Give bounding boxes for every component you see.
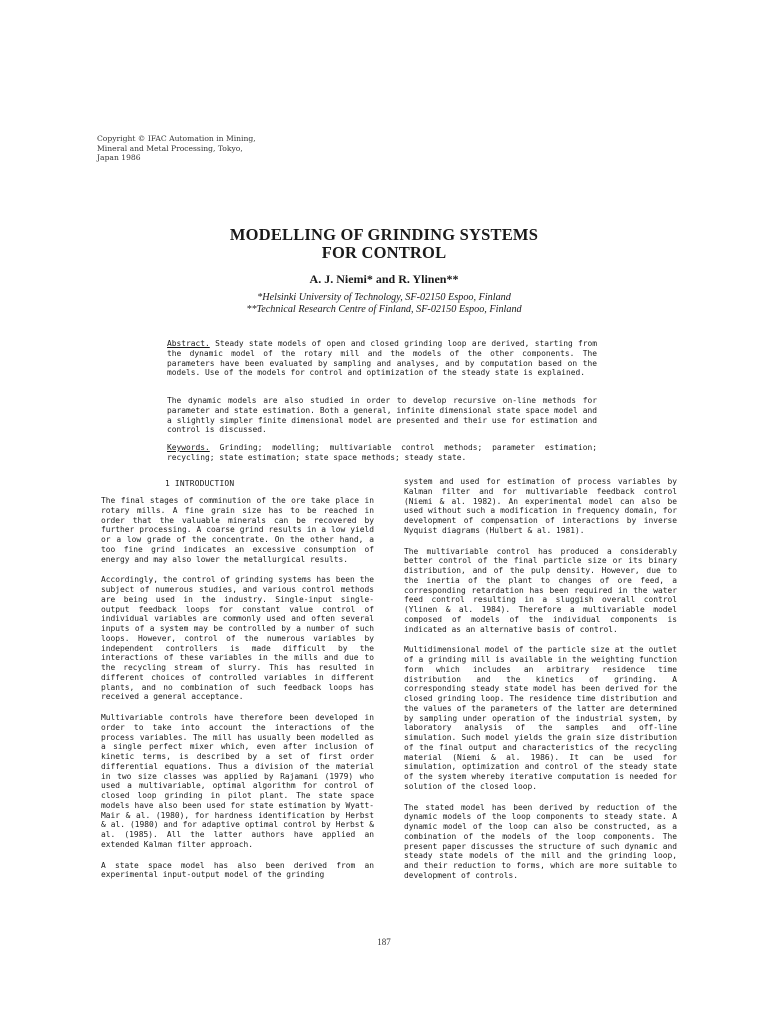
copyright-line: Mineral and Metal Processing, Tokyo, xyxy=(97,143,243,153)
body-paragraph: system and used for estimation of process variables by Kalman filter and for multivariable feedback control (Niemi & al. 1982). An experimental model can also be used without such a modification in frequency domain, for development of compensation of interactions by inverse Nyquist diagrams (Hulbert & al. 1981). xyxy=(404,477,677,535)
affiliation-line: **Technical Research Centre of Finland, SF-02150 Espoo, Finland xyxy=(246,304,522,315)
author-list: A. J. Niemi* and R. Ylinen** xyxy=(309,272,459,286)
keywords xyxy=(167,443,597,463)
body-paragraph: Multivariable controls have therefore been developed in order to take into account the interactions of the process variables. The mill has usually been modelled as a single perfect mixer which, even after inclusion of kinetic terms, is described by a set of first order differential equations. Thus a division of the material in two size classes was applied by Rajamani (1979) who used a multivariable, optimal algorithm for control of closed loop grinding in pilot plant. The state space models have also been used for state estimation by Wyatt-Mair & al. (1980), for hardness identification by Herbst & al. (1980) and for adaptive optimal control by Herbst & al. (1985). All the latter authors have applied an extended Kalman filter approach. xyxy=(101,713,374,849)
body-paragraph: Multidimensional model of the particle size at the outlet of a grinding mill is available in the weighting function form which includes an arbitrary residence time distribution and the kinetics of grinding. A corresponding steady state model has been derived for the closed grinding loop. The residence time distribution and the values of the parameters of the latter are determined by sampling under operation of the industrial system, by laboratory analysis of the samples and off-line simulation. Such model yields the grain size distribution of the final output and characteristics of the recycling material (Niemi & al. 1986). It can be used for simulation, optimization and control of the steady state of the system whereby iterative computation is needed for solution of the closed loop. xyxy=(404,645,677,791)
body-paragraph: A state space model has also been derived from an experimental input-output model of the grinding xyxy=(101,860,374,880)
affiliation-line: *Helsinki University of Technology, SF-02150 Espoo, Finland xyxy=(257,292,511,303)
affiliations xyxy=(0,292,768,316)
paper-title xyxy=(0,226,768,262)
copyright-line: Japan 1986 xyxy=(97,153,141,163)
body-paragraph: Accordingly, the control of grinding systems has been the subject of numerous studies, and various control methods are being used in the industry. Single-input single-output feedback loops for constant value control of individual variables are commonly used and often several inputs of a system may be controlled by a number of such loops. However, control of the numerous variables by independent controllers is made difficult by the interactions of these variables in the mills and due to the recycling stream of slurry. This has resulted in different choices of controlled variables in different plants, and no combination of such feedback loops has received a general acceptance. xyxy=(101,575,374,702)
page-number: 187 xyxy=(377,937,391,947)
left-column xyxy=(101,496,374,891)
abstract-label: Abstract. xyxy=(167,339,210,348)
keywords-paragraph xyxy=(167,443,597,463)
abstract-paragraph: The dynamic models are also studied in order to develop recursive on-line methods for parameter and state estimation. Both a general, infinite dimensional state space model and a slightly simpler finite dimensional model are presented and their use for estimation and control is discussed. xyxy=(167,396,597,435)
abstract-paragraph xyxy=(167,339,597,378)
body-paragraph: The multivariable control has produced a considerably better control of the final particle size or its binary distribution, and of the pulp density. However, due to the inertia of the plant to changes of ore feed, a corresponding retardation has been required in the water feed control resulting in a sluggish overall control (Ylinen & al. 1984). Therefore a multivariable model composed of models of the individual components is indicated as an alternative basis of control. xyxy=(404,546,677,634)
keywords-text: Grinding; modelling; multivariable control methods; parameter estimation; recycling; state estimation; state space methods; steady state. xyxy=(167,443,597,462)
right-column xyxy=(404,477,677,892)
copyright-notice xyxy=(97,134,297,163)
abstract-text: Steady state models of open and closed grinding loop are derived, starting from the dynamic model of the rotary mill and the models of the other components. The parameters have been evaluated by sampling and analyses, and by computation based on the models. Use of the models for control and optimization of the steady state is explained. xyxy=(167,339,597,378)
copyright-line: Copyright © IFAC Automation in Mining, xyxy=(97,134,256,143)
body-paragraph: The stated model has been derived by reduction of the dynamic models of the loop components to steady state. A dynamic model of the loop can also be constructed, as a combination of the models of the loop components. The present paper discusses the structure of such dynamic and steady state models of the mill and the grinding loop, and their reduction to forms, which are more suitable to development of controls. xyxy=(404,802,677,880)
title-line: MODELLING OF GRINDING SYSTEMS xyxy=(229,225,539,244)
abstract xyxy=(167,339,597,378)
abstract-second-paragraph xyxy=(167,396,597,435)
section-heading: 1 INTRODUCTION xyxy=(165,479,235,488)
keywords-label: Keywords. xyxy=(167,443,210,452)
title-line: FOR CONTROL xyxy=(321,243,447,262)
body-paragraph: The final stages of comminution of the ore take place in rotary mills. A fine grain size has to be reached in order that the valuable minerals can be recovered by further processing. A coarse grind results in a low yield or a low grade of the concentrate. On the other hand, a too fine grind indicates an excessive consumption of energy and may also lower the metallurgical results. xyxy=(101,496,374,564)
